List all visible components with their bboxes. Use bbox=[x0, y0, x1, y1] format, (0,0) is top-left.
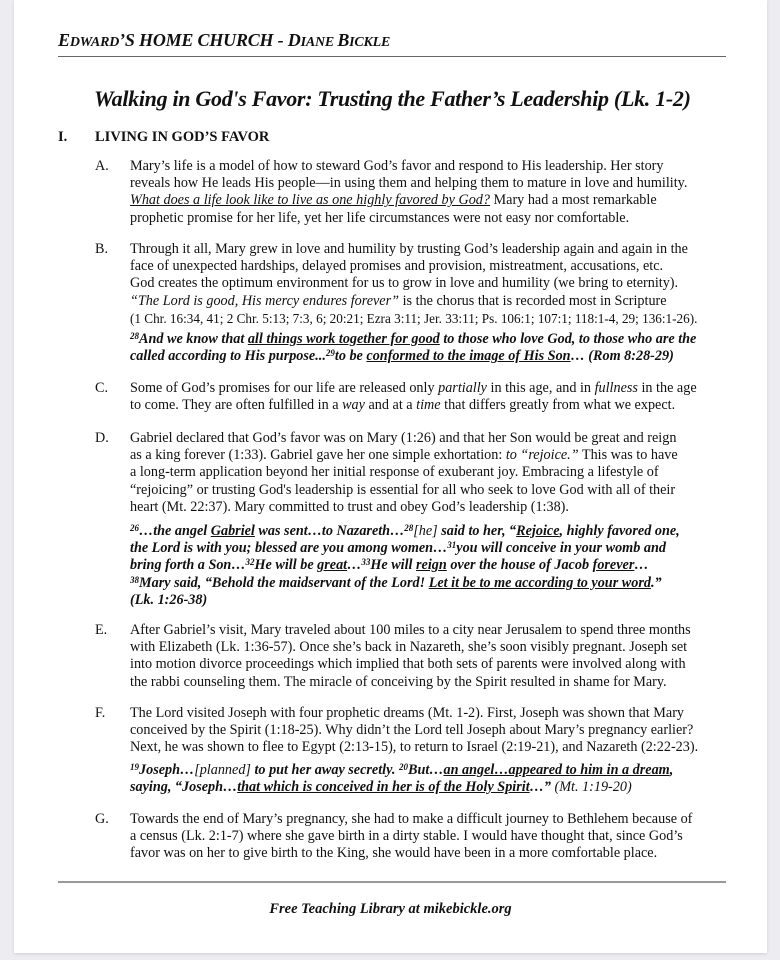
quote-text: was sent…to Nazareth… bbox=[254, 523, 405, 539]
quote-reference: (Lk. 1:26-38) bbox=[130, 591, 208, 608]
italic-word: to “rejoice.” bbox=[505, 447, 579, 464]
italic-word: time bbox=[416, 397, 441, 414]
scripture-quote-luke bbox=[130, 523, 740, 609]
item-letter: E. bbox=[95, 622, 108, 638]
quote-line bbox=[130, 779, 740, 796]
item-text: This was to have bbox=[578, 447, 678, 464]
quote-text: the Lord is with you; blessed are you among women… bbox=[130, 540, 448, 557]
quote-text: … bbox=[634, 557, 649, 574]
verse-number: 26 bbox=[130, 523, 139, 533]
quote-line bbox=[130, 523, 740, 540]
outline-item-b bbox=[95, 241, 735, 327]
item-text: as a king forever (1:33). Gabriel gave her one simple exhortation: bbox=[130, 447, 506, 464]
quote-underline: reign bbox=[416, 557, 447, 574]
header-edward: DWARD bbox=[69, 35, 120, 50]
item-line: conceived by the Spirit (1:18-25). Why didn’t the Lord tell Joseph about Mary’s pregnancy earlier? bbox=[130, 722, 694, 739]
header-initial-d: D bbox=[287, 30, 301, 50]
item-text: in this age, and in bbox=[486, 380, 595, 396]
footer-divider bbox=[58, 881, 726, 883]
quote-underline: forever bbox=[592, 557, 635, 574]
quote-text: to be bbox=[334, 348, 367, 365]
item-letter: G. bbox=[95, 811, 109, 827]
header-church: ’S HOME CHURCH - bbox=[119, 30, 288, 50]
item-line bbox=[130, 447, 735, 464]
item-line: a census (Lk. 2:1-7) where she gave birth in a dirty stable. I would have thought that, since God’s bbox=[130, 828, 683, 845]
quote-line bbox=[130, 575, 740, 592]
quote-text: .” bbox=[650, 574, 662, 591]
outline-item-a bbox=[95, 158, 735, 227]
item-letter: A. bbox=[95, 158, 109, 174]
item-text: Mary had a most remarkable bbox=[490, 192, 657, 209]
item-line: (1 Chr. 16:34, 41; 2 Chr. 5:13; 7:3, 6; 20:21; Ezra 3:11; Jer. 33:11; Ps. 106:1; 107:1; 118:1-4, 29; 136:1-26). bbox=[130, 310, 698, 326]
item-letter: F. bbox=[95, 705, 106, 721]
item-line: After Gabriel’s visit, Mary traveled about 100 miles to a city near Jerusalem to spend three months bbox=[130, 622, 691, 638]
quote-text: … bbox=[347, 557, 362, 574]
quote-text: …” bbox=[529, 779, 551, 796]
item-line: The Lord visited Joseph with four prophetic dreams (Mt. 1-2). First, Joseph was shown that Mary bbox=[130, 705, 685, 721]
item-line: a long-term application beyond her initial response of exuberant joy. Embracing a lifestyle of bbox=[130, 464, 659, 481]
verse-number: 32 bbox=[245, 557, 255, 568]
quote-underline: an angel…appeared to him in a dream bbox=[443, 762, 670, 778]
item-text: to come. They are often fulfilled in a bbox=[130, 397, 343, 414]
quote-underline: all things work together for good bbox=[247, 331, 440, 347]
quote-text: over the house of Jacob bbox=[446, 557, 593, 574]
quote-text: to those who love God, to those who are the bbox=[439, 331, 697, 347]
item-letter: D. bbox=[95, 430, 109, 446]
item-line bbox=[130, 380, 735, 397]
document-page bbox=[14, 0, 767, 953]
quote-text: …the angel bbox=[139, 523, 211, 539]
quote-text: But… bbox=[407, 762, 444, 778]
scripture-quote-romans bbox=[130, 331, 740, 365]
italic-chorus: “The Lord is good, His mercy endures forever” bbox=[130, 292, 400, 309]
quote-line bbox=[130, 557, 740, 574]
quote-underline: that which is conceived in her is of the Holy Spirit bbox=[237, 779, 530, 796]
item-line bbox=[130, 192, 735, 209]
section-title: LIVING IN GOD’S FAVOR bbox=[95, 129, 270, 145]
quote-text: And we know that bbox=[139, 331, 248, 347]
item-text: is the chorus that is recorded most in Scripture bbox=[399, 292, 667, 309]
item-line: heart (Mt. 22:37). Mary committed to trust and obey God’s leadership (1:38). bbox=[130, 498, 569, 515]
quote-text: you will conceive in your womb and bbox=[456, 540, 666, 557]
quote-text: bring forth a Son… bbox=[130, 557, 246, 574]
quote-line bbox=[130, 331, 740, 348]
item-line bbox=[130, 293, 735, 310]
scripture-quote-matthew bbox=[130, 762, 740, 796]
item-line: God creates the optimum environment for us to grow in love and humility (we bring to eternity). bbox=[130, 275, 679, 292]
item-line: favor was on her to give birth to the King, she would have been in a more comfortable place. bbox=[130, 845, 658, 862]
quote-text: Joseph… bbox=[139, 762, 195, 778]
quote-text: said to her, “ bbox=[437, 523, 517, 539]
header-bickle: ICKLE bbox=[349, 35, 391, 50]
italic-word: partially bbox=[438, 380, 487, 396]
quote-bracket: [planned] bbox=[194, 762, 251, 778]
quote-text: , bbox=[669, 762, 674, 778]
page-header bbox=[58, 30, 726, 57]
header-initial-e: E bbox=[58, 30, 70, 50]
verse-number: 20 bbox=[398, 762, 408, 772]
quote-underline: great bbox=[317, 557, 348, 574]
quote-text: He will be bbox=[254, 557, 318, 574]
quote-text: saying, “Joseph… bbox=[130, 779, 238, 796]
quote-underline: Rejoice bbox=[516, 523, 560, 539]
item-line: reveals how He leads His people—in using them and helping them to mature in love and humility. bbox=[130, 175, 688, 192]
item-line: Next, he was shown to flee to Egypt (2:13-15), to return to Israel (2:19-21), and Nazareth (2:22-23). bbox=[130, 739, 699, 756]
quote-line bbox=[130, 540, 740, 557]
footer-text: Free Teaching Library at mikebickle.org bbox=[269, 901, 512, 917]
item-line: Through it all, Mary grew in love and humility by trusting God’s leadership again and again in the bbox=[130, 241, 688, 257]
item-text: Some of God’s promises for our life are released only bbox=[130, 380, 439, 396]
quote-underline: Gabriel bbox=[210, 523, 255, 539]
quote-bracket: [he] bbox=[413, 523, 438, 539]
quote-reference: (Mt. 1:19-20) bbox=[550, 779, 632, 796]
item-line: into motion divorce proceedings which implied that both sets of parents were involved along with bbox=[130, 656, 686, 673]
italic-word: way bbox=[342, 397, 365, 414]
outline-item-e bbox=[95, 622, 735, 691]
verse-number: 29 bbox=[325, 348, 335, 359]
item-line: with Elizabeth (Lk. 1:36-57). Once she’s back in Nazareth, she’s soon visibly pregnant. Joseph set bbox=[130, 639, 688, 656]
verse-number: 33 bbox=[361, 557, 371, 568]
header-diane: IANE bbox=[300, 35, 338, 50]
quote-text: , highly favored one, bbox=[559, 523, 680, 539]
item-text: that differs greatly from what we expect. bbox=[440, 397, 676, 414]
quote-underline: Let it be to me according to your word bbox=[428, 574, 651, 591]
item-line bbox=[130, 397, 735, 414]
item-line: Towards the end of Mary’s pregnancy, she had to make a difficult journey to Bethlehem because of bbox=[130, 811, 693, 827]
item-letter: C. bbox=[95, 380, 109, 396]
section-number: I. bbox=[58, 129, 68, 145]
verse-number: 19 bbox=[130, 762, 139, 772]
quote-text: called according to His purpose... bbox=[130, 348, 326, 365]
section-heading bbox=[58, 128, 269, 146]
verse-number: 38 bbox=[130, 574, 139, 585]
item-text: in the age bbox=[637, 380, 697, 396]
outline-item-c bbox=[95, 380, 735, 414]
item-line: Mary’s life is a model of how to steward God’s favor and respond to His leadership. Her story bbox=[130, 158, 664, 174]
item-line: Gabriel declared that God’s favor was on Mary (1:26) and that her Son would be great and reign bbox=[130, 430, 677, 446]
quote-underline: conformed to the image of His Son bbox=[366, 348, 571, 365]
header-initial-b: B bbox=[337, 30, 350, 50]
outline-item-d bbox=[95, 430, 735, 516]
item-text: and at a bbox=[364, 397, 417, 414]
item-line: face of unexpected hardships, delayed promises and provision, mistreatment, accusations, etc. bbox=[130, 258, 664, 275]
quote-reference: … (Rom 8:28-29) bbox=[570, 348, 674, 365]
page-title: Walking in God's Favor: Trusting the Father’s Leadership (Lk. 1-2) bbox=[94, 86, 691, 111]
quote-line bbox=[130, 762, 740, 779]
quote-text: He will bbox=[370, 557, 417, 574]
item-letter: B. bbox=[95, 241, 109, 257]
verse-number: 28 bbox=[404, 523, 414, 533]
verse-number: 28 bbox=[130, 331, 139, 341]
quote-text: Mary said, “Behold the maidservant of the Lord! bbox=[139, 574, 429, 591]
outline-item-f bbox=[95, 705, 735, 757]
item-line: prophetic promise for her life, yet her life circumstances were not easy nor comfortable. bbox=[130, 209, 630, 226]
item-line: the rabbi counseling them. The miracle of conceiving by the Spirit resulted in shame for Mary. bbox=[130, 673, 667, 690]
item-line: “rejoicing” or trusting God's leadership is essential for all who seek to love God with all of their bbox=[130, 481, 676, 498]
quote-text: to put her away secretly. bbox=[250, 762, 399, 778]
quote-line bbox=[130, 348, 740, 365]
verse-number: 31 bbox=[447, 540, 457, 551]
italic-question: What does a life look like to live as one highly favored by God? bbox=[130, 192, 490, 209]
italic-word: fullness bbox=[594, 380, 638, 396]
outline-item-g bbox=[95, 811, 735, 863]
